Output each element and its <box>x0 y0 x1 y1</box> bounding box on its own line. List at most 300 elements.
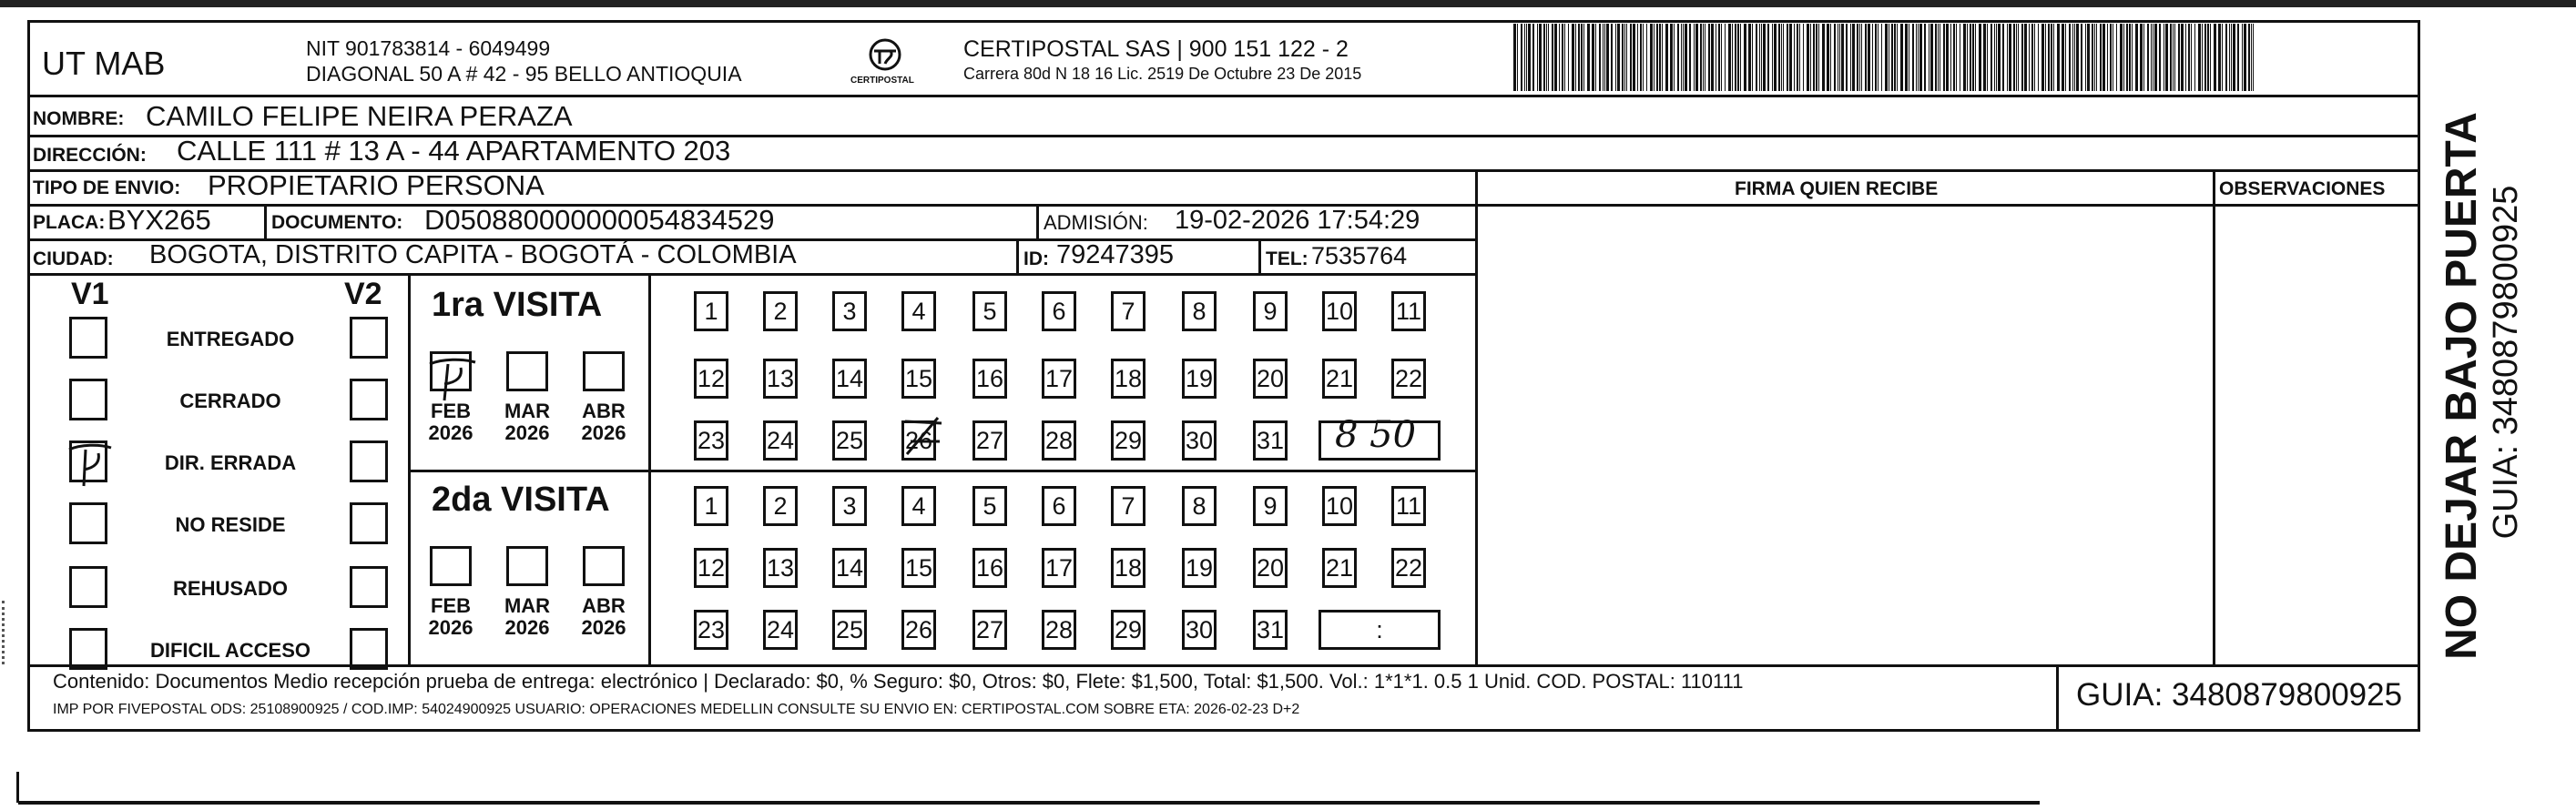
visit2-day-box[interactable]: 6 <box>1042 486 1076 526</box>
month-year: 2026 <box>581 421 626 445</box>
barcode-bar <box>1685 24 1687 91</box>
barcode-bar <box>2237 24 2239 91</box>
barcode-bar <box>1654 24 1655 91</box>
barcode-bar <box>2016 24 2017 91</box>
barcode-bar <box>1827 24 1829 91</box>
visit2-month-label <box>423 595 478 639</box>
month-year: 2026 <box>428 616 473 640</box>
barcode-bar <box>1789 24 1792 91</box>
visit2-day-box[interactable]: 18 <box>1111 548 1145 588</box>
barcode-bar <box>2034 24 2035 91</box>
visit2-month-box[interactable] <box>430 546 472 586</box>
barcode-bar <box>1807 24 1809 91</box>
barcode-bar <box>1878 24 1879 91</box>
barcode-bar <box>2185 24 2186 91</box>
barcode-bar <box>1606 24 1609 91</box>
footer-guia: GUIA: 3480879800925 <box>2076 677 2403 713</box>
visit2-day-box[interactable]: 14 <box>832 548 867 588</box>
barcode-bar <box>1919 24 1922 91</box>
v2-label: V2 <box>344 277 382 311</box>
month-name: ABR <box>582 594 626 617</box>
barcode-bar <box>1756 24 1757 91</box>
barcode-bar <box>1998 24 2001 91</box>
barcode-bar <box>1703 24 1704 91</box>
barcode-bar <box>1846 24 1848 91</box>
footer-imp: IMP POR FIVEPOSTAL ODS: 25108900925 / COD.IMP: 54024900925 USUARIO: OPERACIONES MEDELLIN CONSULTE SU ENVIO EN: CERTIPOSTAL.COM SOBRE ETA: 2026-02-23 D+2 <box>53 702 1300 717</box>
visit2-day-box[interactable]: 16 <box>972 548 1007 588</box>
barcode-bar <box>1872 24 1873 91</box>
barcode-bar <box>1695 24 1698 91</box>
barcode-bar <box>1564 24 1565 91</box>
footer-divider <box>27 664 2420 667</box>
v2-checkbox[interactable] <box>350 566 388 608</box>
sender-address: DIAGONAL 50 A # 42 - 95 BELLO ANTIOQUIA <box>306 62 742 86</box>
month-name: MAR <box>504 400 551 422</box>
barcode-bar <box>1763 24 1766 91</box>
barcode-bar <box>2048 24 2050 91</box>
barcode-bar <box>1640 24 1642 91</box>
barcode-bar <box>1924 24 1926 91</box>
barcode-bar <box>1875 24 1877 91</box>
barcode-bar <box>2116 24 2117 91</box>
barcode-bar <box>1528 24 1531 91</box>
month-year: 2026 <box>428 421 473 445</box>
footer-contenido: Contenido: Documentos Medio recepción prueba de entrega: electrónico | Declarado: $0, % Seguro: $0, Otros: $0, Flete: $1,500, Total: $1,500. Vol.: 1*1*1. 0.5 1 Unid. COD. POSTAL: 110111 <box>53 670 1744 693</box>
barcode-bar <box>1916 24 1917 91</box>
barcode-bar <box>1615 24 1616 91</box>
visit2-day-box[interactable]: 27 <box>972 610 1007 650</box>
barcode-bar <box>1752 24 1753 91</box>
barcode-bar <box>1987 24 1988 91</box>
visit1-day-box[interactable]: 22 <box>1391 359 1426 399</box>
barcode-bar <box>1918 24 1919 91</box>
side-warning: NO DEJAR BAJO PUERTA <box>2438 112 2486 660</box>
barcode-bar <box>2214 24 2216 91</box>
visit1-day-box[interactable]: 31 <box>1253 420 1288 461</box>
observaciones-column-divider <box>2213 169 2215 666</box>
visit1-month-box[interactable] <box>583 351 625 391</box>
barcode-bar <box>2147 24 2149 91</box>
visit2-day-box[interactable]: 15 <box>901 548 936 588</box>
barcode-bar <box>1774 24 1777 91</box>
v1-checkbox[interactable] <box>69 502 107 544</box>
barcode-bar <box>1595 24 1596 91</box>
scan-bottom-line <box>18 801 2040 805</box>
barcode-bar <box>1683 24 1684 91</box>
visit2-day-box[interactable]: 30 <box>1182 610 1217 650</box>
visit1-month-label <box>423 400 478 444</box>
visit2-day-box[interactable]: 28 <box>1042 610 1076 650</box>
barcode-bar <box>2135 24 2138 91</box>
brand-name: UT MAB <box>42 45 166 82</box>
barcode-bar <box>2165 24 2168 91</box>
barcode-bar <box>1900 24 1903 91</box>
month-year: 2026 <box>504 616 550 640</box>
barcode-bar <box>2013 24 2015 91</box>
barcode-bar <box>1694 24 1695 91</box>
barcode-bar <box>1761 24 1762 91</box>
company-address: Carrera 80d N 18 16 Lic. 2519 De Octubre 23 De 2015 <box>963 65 1362 83</box>
barcode-bar <box>1803 24 1804 91</box>
barcode-bar <box>2009 24 2011 91</box>
barcode-bar <box>2244 24 2246 91</box>
visit1-day-box[interactable]: 5 <box>972 291 1007 331</box>
barcode-bar <box>1905 24 1908 91</box>
barcode-bar <box>2188 24 2190 91</box>
barcode-bar <box>2074 24 2075 91</box>
visit2-day-box[interactable]: 4 <box>901 486 936 526</box>
barcode-bar <box>2065 24 2066 91</box>
visit2-day-box[interactable]: 12 <box>694 548 728 588</box>
barcode-bar <box>2154 24 2157 91</box>
barcode-bar <box>1894 24 1896 91</box>
barcode-bar <box>1967 24 1968 91</box>
barcode-bar <box>1630 24 1632 91</box>
visit2-day-box[interactable]: 31 <box>1253 610 1288 650</box>
barcode-bar <box>1526 24 1527 91</box>
month-year: 2026 <box>504 421 550 445</box>
barcode-bar <box>1578 24 1580 91</box>
visit1-day-box[interactable]: 28 <box>1042 420 1076 461</box>
barcode-bar <box>1624 24 1625 91</box>
barcode-bar <box>2202 24 2203 91</box>
barcode-bar <box>1543 24 1545 91</box>
barcode-bar <box>2081 24 2082 91</box>
side-guia: GUIA: 3480879800925 <box>2487 185 2525 540</box>
visit2-day-box[interactable]: 24 <box>763 610 798 650</box>
v1-checkbox[interactable] <box>69 379 107 420</box>
barcode-bar <box>1562 24 1563 91</box>
barcode-bar <box>1772 24 1773 91</box>
barcode-bar <box>2029 24 2030 91</box>
visit2-day-box[interactable]: 23 <box>694 610 728 650</box>
scan-corner-line <box>16 772 19 803</box>
barcode-bar <box>1748 24 1751 91</box>
barcode-bar <box>1822 24 1825 91</box>
visit2-day-box[interactable]: 17 <box>1042 548 1076 588</box>
barcode-bar <box>1643 24 1644 91</box>
v1-checkbox[interactable] <box>69 317 107 359</box>
barcode-bar <box>1592 24 1594 91</box>
status-label: REHUSADO <box>173 577 288 600</box>
visit2-day-box[interactable]: 29 <box>1111 610 1145 650</box>
visit1-day-box[interactable]: 23 <box>694 420 728 461</box>
sender-nit: NIT 901783814 - 6049499 <box>306 36 551 60</box>
visit1-day-box[interactable]: 18 <box>1111 359 1145 399</box>
barcode-bar <box>1677 24 1679 91</box>
barcode-bar <box>1735 24 1736 91</box>
barcode-bar <box>1810 24 1811 91</box>
barcode-bar <box>2210 24 2211 91</box>
nombre-value: CAMILO FELIPE NEIRA PERAZA <box>146 100 573 132</box>
barcode-bar <box>1799 24 1800 91</box>
visit1-month-box[interactable] <box>506 351 548 391</box>
barcode-bar <box>2094 24 2095 91</box>
barcode-bar <box>1857 24 1858 91</box>
visit1-day-box[interactable]: 17 <box>1042 359 1076 399</box>
barcode-bar <box>2021 24 2023 91</box>
company-name: CERTIPOSTAL SAS | 900 151 122 - 2 <box>963 36 1349 62</box>
documento-value: D050880000000054834529 <box>424 204 775 236</box>
barcode-bar <box>1797 24 1798 91</box>
barcode-bar <box>1575 24 1576 91</box>
barcode-bar <box>1740 24 1741 91</box>
tel-label: TEL: <box>1266 248 1308 269</box>
barcode-bar <box>1656 24 1658 91</box>
barcode-bar <box>1852 24 1855 91</box>
visit2-day-box[interactable]: 8 <box>1182 486 1217 526</box>
barcode <box>1512 24 2258 91</box>
barcode-bar <box>1759 24 1760 91</box>
visit2-day-box[interactable]: 21 <box>1322 548 1357 588</box>
barcode-bar <box>2248 24 2250 91</box>
month-name: FEB <box>431 400 471 422</box>
barcode-bar <box>1891 24 1893 91</box>
barcode-bar <box>1991 24 1992 91</box>
barcode-bar <box>1581 24 1583 91</box>
handwritten-strike-day-26 <box>901 414 945 460</box>
barcode-bar <box>1659 24 1661 91</box>
barcode-bar <box>2231 24 2232 91</box>
barcode-bar <box>2096 24 2097 91</box>
visit2-day-box[interactable]: 2 <box>763 486 798 526</box>
visit2-day-box[interactable]: 7 <box>1111 486 1145 526</box>
tipo-value: PROPIETARIO PERSONA <box>208 169 545 201</box>
barcode-bar <box>2107 24 2108 91</box>
v2-checkbox[interactable] <box>350 317 388 359</box>
barcode-bar <box>2207 24 2209 91</box>
visit1-day-box[interactable]: 24 <box>763 420 798 461</box>
barcode-bar <box>1783 24 1784 91</box>
barcode-bar <box>1950 24 1951 91</box>
visit1-day-box[interactable]: 27 <box>972 420 1007 461</box>
v1-checkbox[interactable] <box>69 566 107 608</box>
barcode-bar <box>1983 24 1986 91</box>
visit1-day-box[interactable]: 3 <box>832 291 867 331</box>
barcode-bar <box>1513 24 1516 91</box>
visit2-day-box[interactable]: 22 <box>1391 548 1426 588</box>
barcode-bar <box>1953 24 1955 91</box>
ciudad-label: CIUDAD: <box>33 248 114 269</box>
visit1-day-box[interactable]: 9 <box>1253 291 1288 331</box>
barcode-bar <box>2092 24 2093 91</box>
visit2-month-box[interactable] <box>583 546 625 586</box>
barcode-bar <box>2129 24 2131 91</box>
barcode-bar <box>1537 24 1538 91</box>
month-name: MAR <box>504 594 551 617</box>
barcode-bar <box>1599 24 1601 91</box>
barcode-bar <box>2126 24 2128 91</box>
handwritten-check-v1-dir-errada <box>64 442 118 490</box>
barcode-bar <box>1674 24 1675 91</box>
barcode-bar <box>2057 24 2060 91</box>
barcode-bar <box>1521 24 1522 91</box>
barcode-bar <box>1778 24 1780 91</box>
barcode-bar <box>2218 24 2221 91</box>
visit1-day-box[interactable]: 10 <box>1322 291 1357 331</box>
v2-checkbox[interactable] <box>350 379 388 420</box>
barcode-bar <box>1711 24 1714 91</box>
visit1-day-box[interactable]: 1 <box>694 291 728 331</box>
visit1-day-box[interactable]: 26 <box>901 420 936 461</box>
barcode-bar <box>1861 24 1862 91</box>
status-label: DIR. ERRADA <box>164 451 297 474</box>
barcode-bar <box>1816 24 1817 91</box>
visit2-day-box[interactable]: 19 <box>1182 548 1217 588</box>
barcode-bar <box>1725 24 1726 91</box>
barcode-bar <box>2110 24 2112 91</box>
barcode-bar <box>1554 24 1557 91</box>
visit2-month-label <box>500 595 555 639</box>
visit1-day-box[interactable]: 20 <box>1253 359 1288 399</box>
barcode-bar <box>1708 24 1710 91</box>
visit2-day-box[interactable]: 3 <box>832 486 867 526</box>
barcode-bar <box>1662 24 1663 91</box>
tel-value: 7535764 <box>1311 242 1408 269</box>
visit2-day-box[interactable]: 9 <box>1253 486 1288 526</box>
barcode-bar <box>1587 24 1590 91</box>
barcode-bar <box>1975 24 1976 91</box>
barcode-bar <box>1670 24 1673 91</box>
barcode-bar <box>2173 24 2174 91</box>
barcode-bar <box>2018 24 2019 91</box>
visit1-day-box[interactable]: 25 <box>832 420 867 461</box>
status-label: NO RESIDE <box>175 513 286 536</box>
month-name: FEB <box>431 594 471 617</box>
barcode-bar <box>1546 24 1547 91</box>
barcode-bar <box>1548 24 1549 91</box>
barcode-bar <box>1813 24 1815 91</box>
month-name: ABR <box>582 400 626 422</box>
visit2-day-box[interactable]: 25 <box>832 610 867 650</box>
barcode-bar <box>2253 24 2254 91</box>
status-label: ENTREGADO <box>166 328 295 350</box>
barcode-bar <box>1956 24 1957 91</box>
barcode-bar <box>2251 24 2252 91</box>
id-label: ID: <box>1023 248 1049 269</box>
visit2-day-box[interactable]: 10 <box>1322 486 1357 526</box>
barcode-bar <box>2233 24 2235 91</box>
visit2-day-box[interactable]: 13 <box>763 548 798 588</box>
visit2-day-box[interactable]: 20 <box>1253 548 1288 588</box>
visit1-day-box[interactable]: 12 <box>694 359 728 399</box>
visit1-day-box[interactable]: 30 <box>1182 420 1217 461</box>
visit1-month-label <box>500 400 555 444</box>
barcode-bar <box>1935 24 1937 91</box>
certipostal-logo <box>847 36 923 91</box>
visit1-day-box[interactable]: 4 <box>901 291 936 331</box>
firma-column-divider <box>1475 169 1478 666</box>
cell-divider <box>1036 204 1039 238</box>
barcode-bar <box>2031 24 2033 91</box>
visit1-day-box[interactable]: 6 <box>1042 291 1076 331</box>
visit1-month-label <box>576 400 631 444</box>
visit2-day-box[interactable]: 26 <box>901 610 936 650</box>
visit2-month-box[interactable] <box>506 546 548 586</box>
barcode-bar <box>1700 24 1702 91</box>
barcode-bar <box>1938 24 1939 91</box>
visit2-day-box[interactable]: 1 <box>694 486 728 526</box>
visit-divider <box>408 470 1475 472</box>
v2-checkbox[interactable] <box>350 440 388 482</box>
barcode-bar <box>2007 24 2008 91</box>
v2-checkbox[interactable] <box>350 502 388 544</box>
barcode-bar <box>1830 24 1831 91</box>
barcode-bar <box>1744 24 1746 91</box>
visit1-day-box[interactable]: 11 <box>1391 291 1426 331</box>
visit1-title: 1ra VISITA <box>432 286 603 324</box>
barcode-bar <box>1946 24 1949 91</box>
barcode-bar <box>1897 24 1898 91</box>
cell-divider <box>1258 238 1261 273</box>
barcode-bar <box>2120 24 2123 91</box>
visit1-day-box[interactable]: 8 <box>1182 291 1217 331</box>
barcode-bar <box>1539 24 1542 91</box>
barcode-bar <box>2123 24 2124 91</box>
barcode-bar <box>2051 24 2052 91</box>
visit1-day-box[interactable]: 13 <box>763 359 798 399</box>
nombre-label: NOMBRE: <box>33 108 125 129</box>
direccion-label: DIRECCIÓN: <box>33 145 147 166</box>
visit1-day-box[interactable]: 21 <box>1322 359 1357 399</box>
visit1-day-box[interactable]: 29 <box>1111 420 1145 461</box>
firma-header: FIRMA QUIEN RECIBE <box>1735 178 1939 199</box>
barcode-bar <box>1996 24 1997 91</box>
visit1-day-box[interactable]: 7 <box>1111 291 1145 331</box>
barcode-bar <box>1912 24 1914 91</box>
barcode-bar <box>2085 24 2086 91</box>
footer-guia-divider <box>2056 664 2059 732</box>
barcode-bar <box>1583 24 1584 91</box>
barcode-bar <box>2159 24 2161 91</box>
documento-label: DOCUMENTO: <box>271 212 403 233</box>
visit1-day-box[interactable]: 19 <box>1182 359 1217 399</box>
barcode-bar <box>1972 24 1974 91</box>
barcode-bar <box>1603 24 1604 91</box>
barcode-bar <box>1572 24 1574 91</box>
barcode-bar <box>2143 24 2144 91</box>
barcode-bar <box>1718 24 1720 91</box>
barcode-bar <box>1689 24 1691 91</box>
barcode-bar <box>1665 24 1668 91</box>
barcode-bar <box>2045 24 2046 91</box>
visit2-day-box[interactable]: 11 <box>1391 486 1426 526</box>
barcode-bar <box>1617 24 1620 91</box>
column-header-line <box>1475 204 2420 207</box>
visit1-day-box[interactable]: 14 <box>832 359 867 399</box>
barcode-bar <box>2024 24 2027 91</box>
visit2-time-box[interactable]: : <box>1319 610 1441 650</box>
barcode-bar <box>2174 24 2175 91</box>
barcode-bar <box>2191 24 2192 91</box>
month-year: 2026 <box>581 616 626 640</box>
barcode-bar <box>1721 24 1722 91</box>
barcode-bar <box>2072 24 2073 91</box>
visit2-day-box[interactable]: 5 <box>972 486 1007 526</box>
visit1-day-box[interactable]: 16 <box>972 359 1007 399</box>
visit1-day-box[interactable]: 15 <box>901 359 936 399</box>
cell-divider <box>264 204 267 238</box>
barcode-bar <box>2242 24 2243 91</box>
visit2-month-label <box>576 595 631 639</box>
barcode-bar <box>1841 24 1844 91</box>
barcode-bar <box>2229 24 2230 91</box>
barcode-bar <box>1787 24 1788 91</box>
sheet-top-edge <box>0 0 2576 7</box>
visit1-day-box[interactable]: 2 <box>763 291 798 331</box>
barcode-bar <box>1868 24 1870 91</box>
barcode-bar <box>1646 24 1647 91</box>
